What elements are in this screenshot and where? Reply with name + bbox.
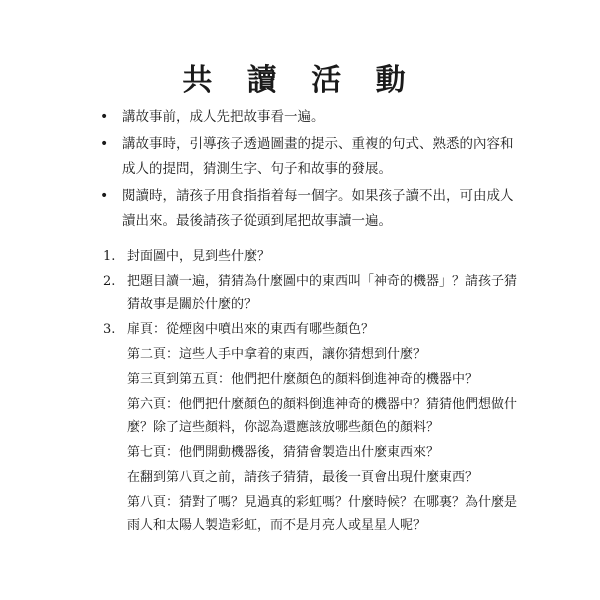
list-item [103,245,523,268]
page-title: 共 讀 活 動 [182,63,418,98]
tip-text: 講故事前，成人先把故事看一遍。 [122,109,325,125]
question-number: 1. [103,249,116,264]
page-question: 第二頁：這些人手中拿着的東西，讓你猜想到什麼？ [127,347,427,362]
question-number: 2. [103,274,116,289]
list-item [100,184,520,234]
page-question: 第七頁：他們開動機器後，猜猜會製造出什麼東西來？ [127,445,440,460]
question-number: 3. [103,322,116,337]
list-item [103,318,523,537]
tip-text: 講故事時，引導孩子透過圖畫的提示、重複的句式、熟悉的內容和成人的提問，猜測生字、句子和故事的發展。 [122,136,514,177]
page-question: 在翻到第八頁之前，請孩子猜猜，最後一頁會出現什麼東西？ [127,470,479,485]
tip-text: 閱讀時，請孩子用食指指着每一個字。如果孩子讀不出，可由成人讀出來。最後請孩子從頭到尾把故事讀一遍。 [122,188,514,229]
bullet-icon: • [100,109,109,125]
question-text: 把題目讀一遍，猜猜為什麼圖中的東西叫「神奇的機器」？請孩子猜猜故事是關於什麼的？ [127,274,518,312]
page-question: 第三頁到第五頁：他們把什麼顏色的顏料倒進神奇的機器中？ [127,372,479,387]
page-question: 第六頁：他們把什麼顏色的顏料倒進神奇的機器中？猜猜他們想做什麼？除了這些顏料，你認為還應該放哪些顏色的顏料？ [127,397,518,435]
list-item [103,270,523,316]
question-text: 封面圖中，見到些什麼？ [127,249,271,264]
list-item [100,132,520,182]
bullet-icon: • [100,136,109,152]
page-question: 第八頁：猜對了嗎？見過真的彩虹嗎？什麼時候？在哪裏？為什麼是雨人和太陽人製造彩虹，而不是月亮人或星星人呢？ [127,495,518,533]
question-text: 扉頁：從煙囪中噴出來的東西有哪些顏色？ [127,322,375,337]
reading-tips-list [100,105,520,236]
bullet-icon: • [100,188,109,204]
list-item [100,105,520,130]
discussion-questions-list [103,245,523,539]
page-questions [127,343,523,537]
